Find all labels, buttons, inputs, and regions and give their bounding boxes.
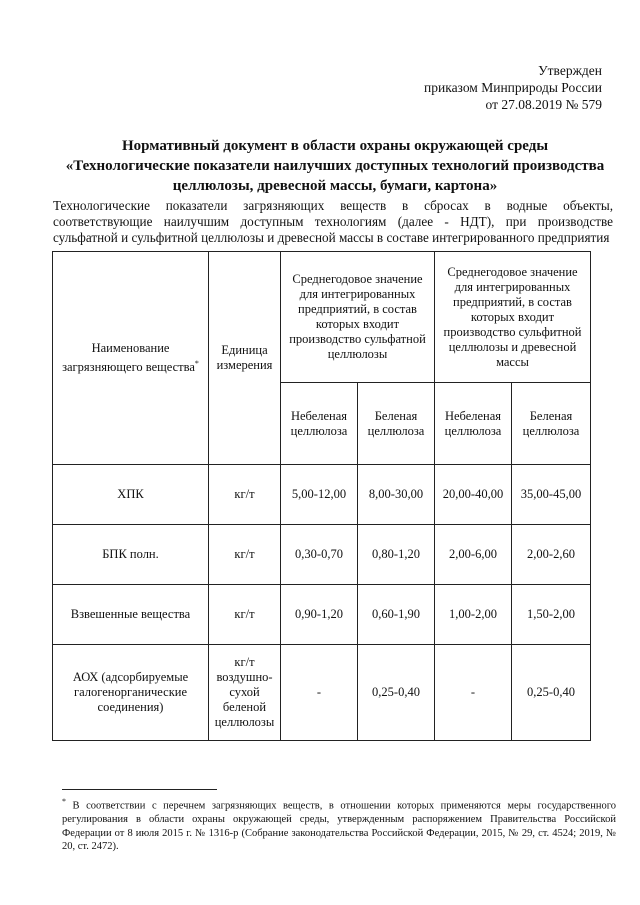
- header-unbleached-2: Небеленая целлюлоза: [435, 383, 512, 465]
- cell-value: 2,00-6,00: [435, 525, 512, 585]
- cell-value: 5,00-12,00: [281, 465, 358, 525]
- header-group-sulfate: Среднегодовое значение для интегрированных предприятий, в состав которых входит производство сульфатной целлюлозы: [281, 252, 435, 383]
- footnote-ref: *: [194, 358, 199, 368]
- cell-value: 8,00-30,00: [358, 465, 435, 525]
- cell-unit: кг/т: [209, 585, 281, 645]
- cell-name: БПК полн.: [53, 525, 209, 585]
- footnote-separator: [62, 789, 217, 790]
- table-row: [53, 585, 591, 645]
- cell-value: 0,25-0,40: [358, 645, 435, 741]
- indicators-table: [52, 251, 591, 741]
- intro-paragraph: Технологические показатели загрязняющих веществ в сбросах в водные объекты, соответствующие наилучшим доступным технологиям (далее - НДТ), при производстве сульфатной и сульфитной целлюлозы и древесной массы в составе интегрированного предприятия: [53, 198, 613, 245]
- approval-line-3: от 27.08.2019 № 579: [485, 97, 602, 112]
- cell-value: 1,50-2,00: [512, 585, 591, 645]
- title-line-3: целлюлозы, древесной массы, бумаги, картона»: [172, 178, 498, 194]
- cell-value: -: [435, 645, 512, 741]
- cell-unit: кг/т: [209, 465, 281, 525]
- cell-value: 2,00-2,60: [512, 525, 591, 585]
- title-line-2: «Технологические показатели наилучших доступных технологий производства: [65, 158, 605, 174]
- cell-value: 0,90-1,20: [281, 585, 358, 645]
- header-substance: Наименование загрязняющего вещества*: [53, 252, 209, 465]
- cell-name: АОХ (адсорбируемые галогенорганические соединения): [53, 645, 209, 741]
- footnote-mark: *: [62, 797, 66, 806]
- cell-value: 0,80-1,20: [358, 525, 435, 585]
- cell-unit: кг/т воздушно-сухой беленой целлюлозы: [209, 645, 281, 741]
- approval-line-1: Утвержден: [538, 63, 602, 78]
- header-unbleached-1: Небеленая целлюлоза: [281, 383, 358, 465]
- approval-line-2: приказом Минприроды России: [424, 80, 602, 95]
- cell-value: 0,30-0,70: [281, 525, 358, 585]
- header-bleached-1: Беленая целлюлоза: [358, 383, 435, 465]
- table-header-row: [53, 252, 591, 383]
- cell-value: 35,00-45,00: [512, 465, 591, 525]
- cell-unit: кг/т: [209, 525, 281, 585]
- document-title: [40, 136, 630, 196]
- title-line-1: Нормативный документ в области охраны окружающей среды: [121, 138, 549, 154]
- approval-block: [424, 62, 602, 113]
- table-row: [53, 525, 591, 585]
- cell-name: Взвешенные вещества: [53, 585, 209, 645]
- header-group-sulfite: Среднегодовое значение для интегрированных предприятий, в состав которых входит производство сульфитной целлюлозы и древесной массы: [435, 252, 591, 383]
- footnote: [62, 795, 616, 854]
- cell-value: 0,60-1,90: [358, 585, 435, 645]
- footnote-text: В соответствии с перечнем загрязняющих веществ, в отношении которых применяются меры государственного регулирования в области охраны окружающей среды, утвержденным распоряжением Правительства Российской Федерации от 8 июля 2015 г. № 1316-р (Собрание законодательства Российской Федерации, 2015, № 29, ст. 4524; 2019, № 20, ст. 2472).: [62, 800, 616, 852]
- cell-value: 1,00-2,00: [435, 585, 512, 645]
- table-row: [53, 465, 591, 525]
- cell-name: ХПК: [53, 465, 209, 525]
- cell-value: -: [281, 645, 358, 741]
- cell-value: 0,25-0,40: [512, 645, 591, 741]
- header-unit: Единица измерения: [209, 252, 281, 465]
- header-bleached-2: Беленая целлюлоза: [512, 383, 591, 465]
- table-row: [53, 645, 591, 741]
- cell-value: 20,00-40,00: [435, 465, 512, 525]
